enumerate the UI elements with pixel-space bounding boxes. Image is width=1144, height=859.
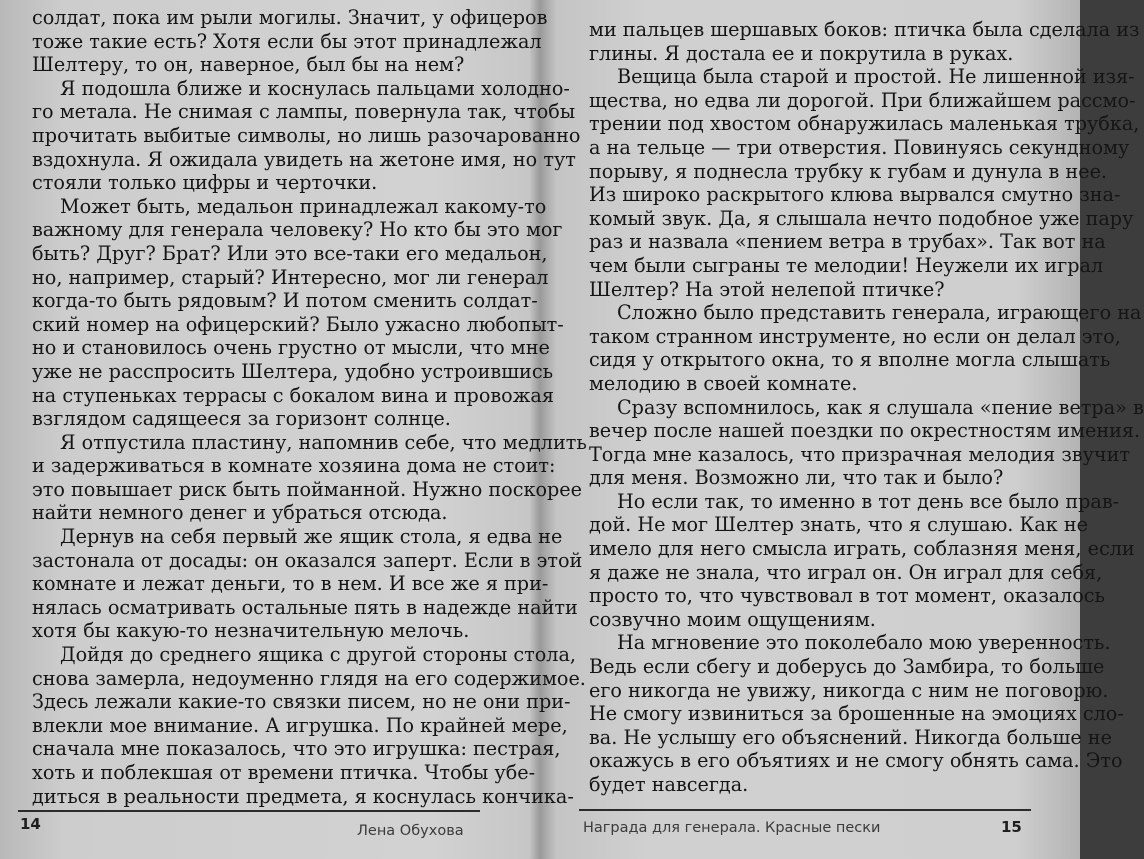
text-line: комнате и лежат деньги, то в нем. И все же я при- xyxy=(32,572,549,596)
right-page-text xyxy=(589,18,1144,797)
text-line: Тогда мне казалось, что призрачная мелодия звучит xyxy=(589,442,1130,466)
text-line: влекли мое внимание. А игрушка. По крайней мере, xyxy=(32,713,568,737)
running-head-author: Лена Обухова xyxy=(357,823,464,839)
text-line: но, например, старый? Интересно, мог ли генерал xyxy=(32,265,549,289)
text-line: Сложно было представить генерала, играющего на xyxy=(617,301,1142,325)
text-line: прочитать выбитые символы, но лишь разочарованно xyxy=(32,123,581,147)
text-line: Может быть, медальон принадлежал какому-то xyxy=(60,194,547,218)
text-line: го метала. Не снимая с лампы, повернула так, чтобы xyxy=(32,100,576,124)
text-line: Шелтер? На этой нелепой птичке? xyxy=(589,277,945,301)
page-number: 15 xyxy=(1001,818,1022,836)
text-line: а на тельце — три отверстия. Повинуясь секундному xyxy=(589,135,1130,159)
text-line: На мгновение это поколебало мою уверенность. xyxy=(617,631,1111,655)
text-line: таком странном инструменте, но если он делал это, xyxy=(589,324,1121,348)
text-line: просто то, что чувствовал в тот момент, оказалось xyxy=(589,584,1105,608)
text-line: взглядом садящееся за горизонт солнце. xyxy=(32,407,451,431)
running-head-title: Награда для генерала. Красные пески xyxy=(583,820,881,836)
text-line: Не смогу извиниться за брошенные на эмоциях сло- xyxy=(589,702,1124,726)
text-line: для меня. Возможно ли, что так и было? xyxy=(589,466,1004,490)
text-line: солдат, пока им рыли могилы. Значит, у офицеров xyxy=(32,6,548,29)
footer-rule xyxy=(579,809,1031,811)
text-line: важному для генерала человеку? Но кто бы это мог xyxy=(32,218,563,242)
text-line: дой. Не мог Шелтер знать, что я слушаю. Как не xyxy=(589,513,1088,537)
text-line: Здесь лежали какие-то связки писем, но не они при- xyxy=(32,690,571,714)
text-line: его никогда не увижу, никогда с ним не поговорю. xyxy=(589,678,1109,702)
text-line: щества, но едва ли дорогой. При ближайшем рассмо- xyxy=(589,88,1136,112)
text-line: застонала от досады: он оказался заперт. Если в этой xyxy=(32,548,583,572)
text-line: порыву, я поднесла трубку к губам и дунула в нее. xyxy=(589,159,1108,183)
text-line: Я подошла ближе и коснулась пальцами холодно- xyxy=(60,76,570,100)
text-line: Дойдя до среднего ящика с другой стороны стола, xyxy=(60,643,577,667)
text-line: созвучно моим ощущениям. xyxy=(589,607,876,631)
text-line: уже не расспросить Шелтера, удобно устроившись xyxy=(32,359,554,383)
text-line: ский номер на офицерский? Было ужасно любопыт- xyxy=(32,312,564,336)
text-line: мелодию в своей комнате. xyxy=(589,371,858,395)
right-page xyxy=(545,0,1144,859)
text-line: и задерживаться в комнате хозяина дома не стоит: xyxy=(32,454,556,478)
text-line: ва. Не услышу его объяснений. Никогда больше не xyxy=(589,725,1112,749)
footer-rule xyxy=(18,810,480,812)
text-line: нялась осматривать остальные пять в надежде найти xyxy=(32,595,578,619)
text-line: трении под хвостом обнаружилась маленькая трубка, xyxy=(589,112,1140,136)
text-line: когда-то быть рядовым? И потом сменить солдат- xyxy=(32,289,538,313)
text-line: имело для него смысла играть, соблазняя меня, если xyxy=(589,537,1135,561)
text-line: раз и назвала «пением ветра в трубах». Так вот на xyxy=(589,230,1106,254)
text-line: я даже не знала, что играл он. Он играл для себя, xyxy=(589,560,1103,584)
text-line: вечер после нашей поездки по окрестностям имения. xyxy=(589,419,1141,443)
text-line: Вещица была старой и простой. Не лишенной изя- xyxy=(617,65,1135,89)
text-line: ми пальцев шершавых боков: птичка была сделала из xyxy=(589,18,1140,41)
text-line: глины. Я достала ее и покрутила в руках. xyxy=(589,41,1014,65)
text-line: диться в реальности предмета, я коснулась кончика- xyxy=(32,784,574,808)
text-line: сначала мне показалось, что это игрушка: пестрая, xyxy=(32,737,561,761)
text-line: на ступеньках террасы с бокалом вина и провожая xyxy=(32,383,554,407)
text-line: снова замерла, недоуменно глядя на его содержимое. xyxy=(32,666,586,690)
text-line: Сразу вспомнилось, как я слушала «пение ветра» в xyxy=(617,395,1144,419)
text-line: комый звук. Да, я слышала нечто подобное уже пару xyxy=(589,206,1134,230)
text-line: быть? Друг? Брат? Или это все-таки его медальон, xyxy=(32,241,548,265)
text-line: Но если так, то именно в тот день все было прав- xyxy=(617,489,1120,513)
text-line: чем были сыграны те мелодии! Неужели их играл xyxy=(589,253,1104,277)
text-line: Шелтеру, то он, наверное, был бы на нем? xyxy=(32,53,465,77)
text-line: стояли только цифры и черточки. xyxy=(32,171,378,195)
text-line: Из широко раскрытого клюва вырвался смутно зна- xyxy=(589,183,1121,207)
text-line: сидя у открытого окна, то я вполне могла слышать xyxy=(589,348,1111,372)
text-line: Я отпустила пластину, напомнив себе, что медлить xyxy=(60,430,587,454)
text-line: Ведь если сбегу и доберусь до Замбира, то больше xyxy=(589,655,1105,679)
text-line: хотя бы какую-то незначительную мелочь. xyxy=(32,619,470,643)
text-line: вздохнула. Я ожидала увидеть на жетоне имя, но тут xyxy=(32,147,576,171)
text-line: хоть и поблекшая от времени птичка. Чтобы убе- xyxy=(32,761,536,784)
text-line: Дернув на себя первый же ящик стола, я едва не xyxy=(60,525,563,549)
text-line: тоже такие есть? Хотя если бы этот принадлежал xyxy=(32,29,542,53)
text-line: окажусь в его объятиях и не смогу обнять сама. Это xyxy=(589,749,1123,773)
text-line: будет навсегда. xyxy=(589,773,749,796)
text-line: это повышает риск быть пойманной. Нужно поскорее xyxy=(32,477,583,501)
left-page-text xyxy=(32,6,587,808)
text-line: но и становилось очень грустно от мысли, что мне xyxy=(32,336,550,360)
page-number: 14 xyxy=(20,815,41,833)
text-line: найти немного денег и убраться отсюда. xyxy=(32,501,448,525)
